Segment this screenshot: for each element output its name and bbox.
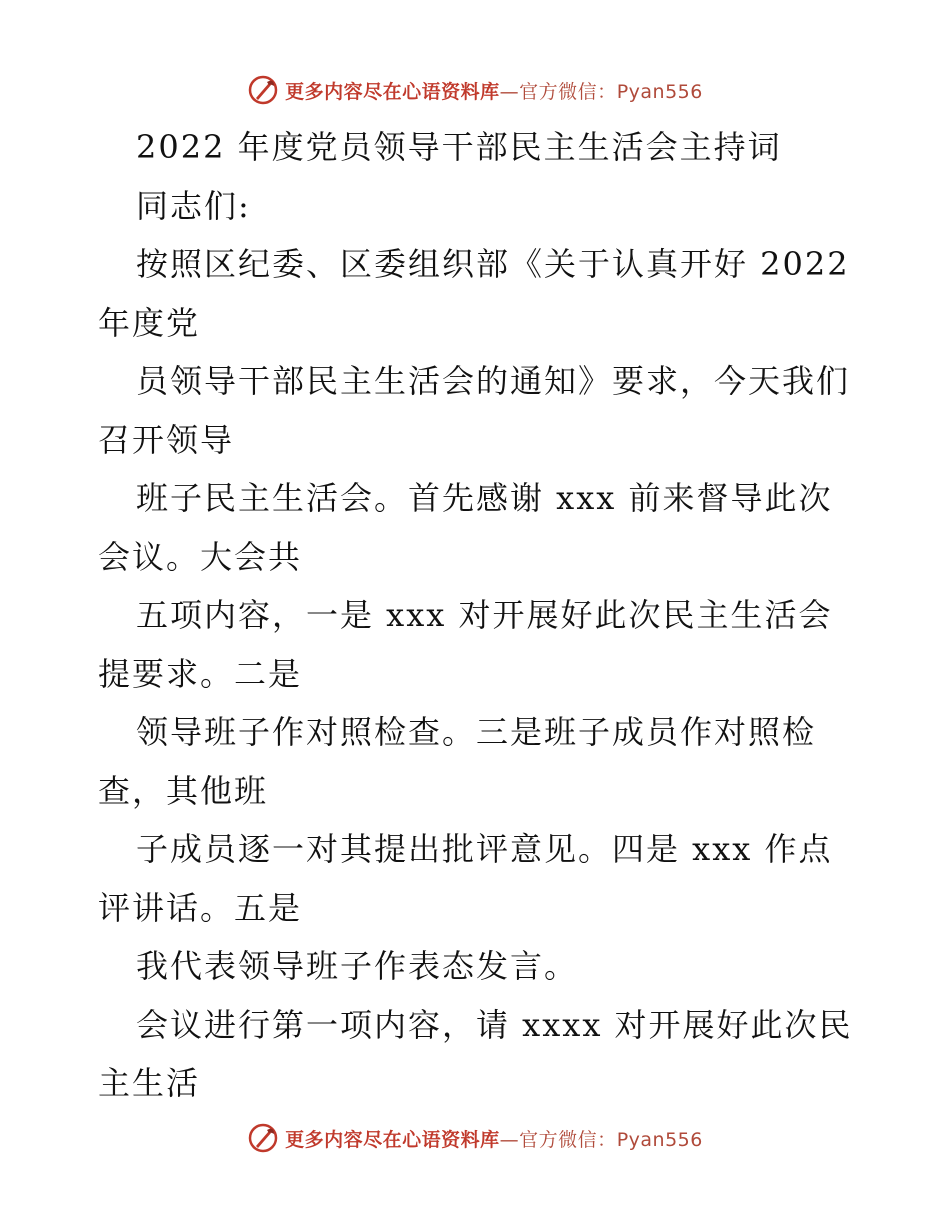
watermark-wechat-id: Pyan556 [616, 80, 703, 103]
watermark-dash: — [499, 1128, 520, 1151]
document-title: 2022 年度党员领导干部民主生活会主持词 [136, 128, 782, 166]
document-line: 同志们: [136, 186, 251, 225]
document-line: 班子民主生活会。首先感谢 xxx 前来督导此次 [136, 479, 833, 517]
watermark-wechat-id: Pyan556 [616, 1128, 703, 1151]
quill-logo-icon [247, 1122, 279, 1154]
watermark-main: 更多内容尽在心语资料库 [285, 80, 500, 103]
document-line: 年度党 [98, 303, 201, 342]
watermark-wechat-label: 官方微信： [519, 80, 617, 103]
watermark-text [285, 1125, 703, 1152]
header-watermark [0, 70, 950, 110]
document-line: 我代表领导班子作表态发言。 [136, 947, 579, 985]
document-line: 主生活 [98, 1064, 201, 1102]
document-line: 查，其他班 [98, 771, 269, 810]
document-line: 子成员逐一对其提出批评意见。四是 xxx 作点 [136, 830, 833, 868]
document-line: 会议进行第一项内容，请 xxxx 对开展好此次民 [136, 1005, 853, 1044]
watermark-text [285, 77, 703, 104]
quill-logo-icon [247, 74, 279, 106]
document-line: 领导班子作对照检查。三是班子成员作对照检 [136, 713, 817, 751]
document-line: 提要求。二是 [98, 654, 303, 693]
watermark-main: 更多内容尽在心语资料库 [285, 1128, 500, 1151]
document-body [98, 118, 858, 1113]
document-line: 五项内容，一是 xxx 对开展好此次民主生活会 [136, 596, 833, 634]
watermark-dash: — [499, 80, 520, 103]
document-line: 员领导干部民主生活会的通知》要求，今天我们 [136, 362, 851, 400]
document-line: 评讲话。五是 [98, 888, 303, 927]
footer-watermark [0, 1118, 950, 1158]
watermark-wechat-label: 官方微信： [519, 1128, 617, 1151]
document-line: 会议。大会共 [98, 537, 303, 576]
document-line: 按照区纪委、区委组织部《关于认真开好 2022 [136, 245, 850, 283]
document-line: 召开领导 [98, 420, 235, 459]
